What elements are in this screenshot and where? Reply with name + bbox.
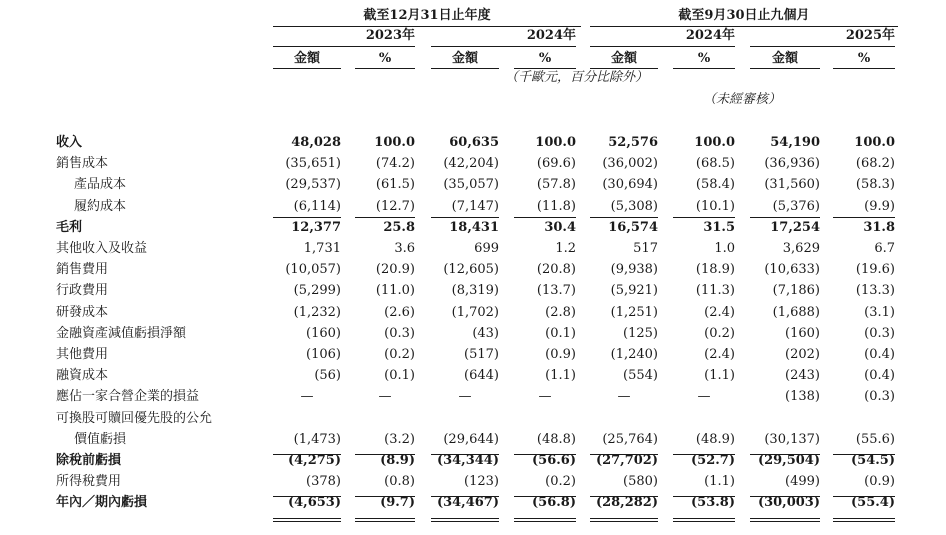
col-pct: % bbox=[857, 51, 871, 66]
cell-amount: (28,282) bbox=[595, 495, 658, 510]
subtotal-rule bbox=[833, 454, 895, 455]
subtotal-rule bbox=[273, 454, 341, 455]
cell-percent: (11.8) bbox=[536, 199, 576, 214]
cell-percent: (8.9) bbox=[380, 453, 415, 468]
cell-percent: (9.9) bbox=[864, 199, 895, 214]
row-label: 其他費用 bbox=[56, 347, 109, 362]
cell-percent: (55.6) bbox=[855, 432, 895, 447]
cell-percent: (52.7) bbox=[691, 453, 735, 468]
subtotal-rule bbox=[590, 217, 658, 218]
header-rule bbox=[673, 68, 735, 69]
year-2024: 2024年 bbox=[526, 28, 576, 43]
subtotal-rule bbox=[355, 217, 415, 218]
cell-amount: (1,232) bbox=[293, 305, 341, 320]
cell-percent: (0.9) bbox=[545, 347, 576, 362]
col-amount: 金額 bbox=[293, 51, 320, 66]
subtotal-rule bbox=[514, 496, 576, 497]
cell-percent: 100.0 bbox=[694, 135, 735, 150]
year-2023: 2023年 bbox=[365, 28, 415, 43]
cell-amount: (42,204) bbox=[443, 156, 499, 171]
cell-amount: (1,251) bbox=[610, 305, 658, 320]
cell-amount: 18,431 bbox=[449, 220, 499, 235]
cell-percent: (9.7) bbox=[380, 495, 415, 510]
subtotal-rule bbox=[673, 217, 735, 218]
cell-percent: (74.2) bbox=[375, 156, 415, 171]
cell-percent: (0.1) bbox=[545, 326, 576, 341]
cell-percent: (53.8) bbox=[691, 495, 735, 510]
cell-amount: 699 bbox=[474, 241, 499, 256]
cell-percent: (0.3) bbox=[864, 389, 895, 404]
cell-percent: (13.7) bbox=[536, 283, 576, 298]
cell-amount: — bbox=[300, 389, 314, 404]
row-label: 收入 bbox=[56, 135, 83, 150]
header-rule bbox=[273, 68, 341, 69]
cell-amount: 3,629 bbox=[782, 241, 820, 256]
cell-percent: — bbox=[538, 389, 552, 404]
cell-amount: 1,731 bbox=[303, 241, 341, 256]
cell-percent: (0.8) bbox=[384, 474, 415, 489]
subtotal-rule bbox=[750, 454, 820, 455]
col-amount: 金額 bbox=[771, 51, 798, 66]
subtotal-rule bbox=[833, 496, 895, 497]
cell-percent: (2.4) bbox=[704, 347, 735, 362]
row-label: 融資成本 bbox=[56, 368, 109, 383]
col-pct: % bbox=[538, 51, 552, 66]
cell-amount: 517 bbox=[633, 241, 658, 256]
cell-amount: (1,473) bbox=[293, 432, 341, 447]
unaudited-note: （未經審核） bbox=[703, 92, 782, 107]
cell-percent: (57.8) bbox=[536, 177, 576, 192]
cell-percent: 25.8 bbox=[383, 220, 415, 235]
cell-percent: 1.0 bbox=[714, 241, 735, 256]
cell-amount: 12,377 bbox=[291, 220, 341, 235]
cell-amount: (56) bbox=[314, 368, 341, 383]
subtotal-rule bbox=[590, 454, 658, 455]
cell-amount: (243) bbox=[785, 368, 820, 383]
cell-amount: (5,921) bbox=[610, 283, 658, 298]
subtotal-rule bbox=[673, 454, 735, 455]
cell-amount: (1,702) bbox=[451, 305, 499, 320]
header-rule bbox=[355, 68, 415, 69]
cell-amount: (5,376) bbox=[772, 199, 820, 214]
cell-percent: (58.4) bbox=[695, 177, 735, 192]
row-label: 價值虧損 bbox=[74, 432, 127, 447]
cell-percent: (0.3) bbox=[864, 326, 895, 341]
year-2024-nine-months: 2024年 bbox=[685, 28, 735, 43]
cell-percent: (56.8) bbox=[532, 495, 576, 510]
cell-percent: (0.9) bbox=[864, 474, 895, 489]
cell-percent: 1.2 bbox=[555, 241, 576, 256]
subtotal-rule bbox=[431, 496, 499, 497]
cell-percent: (58.3) bbox=[855, 177, 895, 192]
year-2025: 2025年 bbox=[845, 28, 895, 43]
col-amount: 金額 bbox=[610, 51, 637, 66]
total-double-rule bbox=[273, 518, 341, 522]
row-label: 產品成本 bbox=[74, 177, 127, 192]
cell-percent: 31.5 bbox=[703, 220, 735, 235]
cell-amount: (34,344) bbox=[436, 453, 499, 468]
cell-percent: (68.2) bbox=[855, 156, 895, 171]
row-label: 履約成本 bbox=[74, 199, 127, 214]
cell-amount: (6,114) bbox=[293, 199, 341, 214]
cell-percent: (54.5) bbox=[851, 453, 895, 468]
cell-percent: (55.4) bbox=[851, 495, 895, 510]
cell-percent: 31.8 bbox=[863, 220, 895, 235]
cell-amount: (5,308) bbox=[610, 199, 658, 214]
cell-amount: (10,633) bbox=[764, 262, 820, 277]
cell-percent: — bbox=[697, 389, 711, 404]
cell-amount: 60,635 bbox=[449, 135, 499, 150]
row-label: 除稅前虧損 bbox=[56, 453, 122, 468]
cell-amount: (7,147) bbox=[451, 199, 499, 214]
cell-percent: (3.2) bbox=[384, 432, 415, 447]
subtotal-rule bbox=[514, 454, 576, 455]
cell-percent: (20.9) bbox=[375, 262, 415, 277]
total-double-rule bbox=[750, 518, 820, 522]
subtotal-rule bbox=[514, 217, 576, 218]
cell-percent: (10.1) bbox=[695, 199, 735, 214]
row-label: 銷售成本 bbox=[56, 156, 109, 171]
subtotal-rule bbox=[355, 496, 415, 497]
cell-percent: (2.4) bbox=[704, 305, 735, 320]
row-label: 應佔一家合營企業的損益 bbox=[56, 389, 200, 404]
cell-amount: (160) bbox=[306, 326, 341, 341]
cell-percent: 100.0 bbox=[854, 135, 895, 150]
header-rule bbox=[750, 68, 820, 69]
cell-amount: (29,537) bbox=[285, 177, 341, 192]
cell-percent: (68.5) bbox=[695, 156, 735, 171]
cell-amount: (7,186) bbox=[772, 283, 820, 298]
row-label: 其他收入及收益 bbox=[56, 241, 148, 256]
cell-amount: (30,694) bbox=[602, 177, 658, 192]
cell-percent: (12.7) bbox=[375, 199, 415, 214]
cell-percent: — bbox=[378, 389, 392, 404]
cell-amount: (160) bbox=[785, 326, 820, 341]
header-rule bbox=[750, 46, 895, 47]
cell-amount: (9,938) bbox=[610, 262, 658, 277]
cell-percent: (0.4) bbox=[864, 368, 895, 383]
row-label: 金融資產減值虧損淨額 bbox=[56, 326, 187, 341]
cell-amount: (36,002) bbox=[602, 156, 658, 171]
cell-percent: (61.5) bbox=[375, 177, 415, 192]
subtotal-rule bbox=[355, 454, 415, 455]
cell-amount: (378) bbox=[306, 474, 341, 489]
cell-amount: (30,137) bbox=[764, 432, 820, 447]
subtotal-rule bbox=[673, 496, 735, 497]
unit-note: （千歐元，百分比除外） bbox=[505, 70, 649, 85]
cell-amount: (106) bbox=[306, 347, 341, 362]
cell-percent: (3.1) bbox=[864, 305, 895, 320]
cell-percent: (0.2) bbox=[704, 326, 735, 341]
cell-amount: (25,764) bbox=[602, 432, 658, 447]
cell-percent: (56.6) bbox=[532, 453, 576, 468]
cell-amount: (123) bbox=[464, 474, 499, 489]
header-rule bbox=[833, 68, 895, 69]
cell-amount: 54,190 bbox=[770, 135, 820, 150]
cell-amount: (30,003) bbox=[757, 495, 820, 510]
cell-amount: (8,319) bbox=[451, 283, 499, 298]
total-double-rule bbox=[355, 518, 415, 522]
row-label: 可換股可贖回優先股的公允 bbox=[56, 411, 213, 426]
header-rule bbox=[273, 46, 415, 47]
total-double-rule bbox=[673, 518, 735, 522]
cell-amount: (34,467) bbox=[436, 495, 499, 510]
header-rule bbox=[431, 68, 499, 69]
cell-amount: (644) bbox=[464, 368, 499, 383]
cell-amount: (5,299) bbox=[293, 283, 341, 298]
cell-amount: 17,254 bbox=[770, 220, 820, 235]
period-year-heading: 截至12月31日止年度 bbox=[363, 8, 491, 23]
cell-percent: (19.6) bbox=[855, 262, 895, 277]
cell-percent: (1.1) bbox=[704, 368, 735, 383]
cell-percent: (69.6) bbox=[536, 156, 576, 171]
header-rule bbox=[590, 46, 735, 47]
cell-amount: (27,702) bbox=[595, 453, 658, 468]
cell-percent: (1.1) bbox=[704, 474, 735, 489]
cell-percent: (13.3) bbox=[855, 283, 895, 298]
subtotal-rule bbox=[431, 217, 499, 218]
col-pct: % bbox=[697, 51, 711, 66]
total-double-rule bbox=[514, 518, 576, 522]
cell-percent: 3.6 bbox=[394, 241, 415, 256]
cell-amount: (29,644) bbox=[443, 432, 499, 447]
subtotal-rule bbox=[833, 217, 895, 218]
cell-amount: (499) bbox=[785, 474, 820, 489]
cell-amount: (580) bbox=[623, 474, 658, 489]
subtotal-rule bbox=[750, 217, 820, 218]
cell-percent: (0.3) bbox=[384, 326, 415, 341]
cell-amount: (4,653) bbox=[287, 495, 341, 510]
cell-amount: (4,275) bbox=[287, 453, 341, 468]
cell-amount: (554) bbox=[623, 368, 658, 383]
subtotal-rule bbox=[273, 217, 341, 218]
row-label: 行政費用 bbox=[56, 283, 109, 298]
cell-amount: 52,576 bbox=[608, 135, 658, 150]
cell-percent: 100.0 bbox=[374, 135, 415, 150]
cell-amount: (36,936) bbox=[764, 156, 820, 171]
cell-amount: (35,651) bbox=[285, 156, 341, 171]
subtotal-rule bbox=[590, 496, 658, 497]
cell-percent: (11.3) bbox=[695, 283, 735, 298]
cell-percent: (48.9) bbox=[695, 432, 735, 447]
cell-amount: — bbox=[617, 389, 631, 404]
header-rule bbox=[431, 46, 576, 47]
cell-percent: 30.4 bbox=[544, 220, 576, 235]
cell-amount: — bbox=[458, 389, 472, 404]
cell-amount: (1,688) bbox=[772, 305, 820, 320]
total-double-rule bbox=[833, 518, 895, 522]
total-double-rule bbox=[590, 518, 658, 522]
cell-amount: (125) bbox=[623, 326, 658, 341]
subtotal-rule bbox=[273, 496, 341, 497]
cell-amount: (29,504) bbox=[757, 453, 820, 468]
row-label: 研發成本 bbox=[56, 305, 109, 320]
cell-amount: (517) bbox=[464, 347, 499, 362]
total-double-rule bbox=[431, 518, 499, 522]
subtotal-rule bbox=[431, 454, 499, 455]
cell-percent: (2.8) bbox=[545, 305, 576, 320]
cell-amount: 16,574 bbox=[608, 220, 658, 235]
cell-amount: (10,057) bbox=[285, 262, 341, 277]
row-label: 年內／期內虧損 bbox=[56, 495, 148, 510]
cell-amount: (35,057) bbox=[443, 177, 499, 192]
cell-percent: (0.2) bbox=[545, 474, 576, 489]
cell-amount: 48,028 bbox=[291, 135, 341, 150]
cell-amount: (138) bbox=[785, 389, 820, 404]
period-nine-months-heading: 截至9月30日止九個月 bbox=[678, 8, 810, 23]
row-label: 毛利 bbox=[56, 220, 83, 235]
cell-percent: (11.0) bbox=[375, 283, 415, 298]
cell-amount: (202) bbox=[785, 347, 820, 362]
row-label: 所得稅費用 bbox=[56, 474, 122, 489]
cell-percent: (0.4) bbox=[864, 347, 895, 362]
row-label: 銷售費用 bbox=[56, 262, 109, 277]
cell-percent: (48.8) bbox=[536, 432, 576, 447]
cell-percent: (0.1) bbox=[384, 368, 415, 383]
cell-percent: (2.6) bbox=[384, 305, 415, 320]
cell-amount: (31,560) bbox=[764, 177, 820, 192]
cell-percent: (18.9) bbox=[695, 262, 735, 277]
col-pct: % bbox=[378, 51, 392, 66]
cell-amount: (1,240) bbox=[610, 347, 658, 362]
cell-amount: (12,605) bbox=[443, 262, 499, 277]
cell-percent: (0.2) bbox=[384, 347, 415, 362]
cell-amount: (43) bbox=[472, 326, 499, 341]
cell-percent: (1.1) bbox=[545, 368, 576, 383]
cell-percent: (20.8) bbox=[536, 262, 576, 277]
col-amount: 金額 bbox=[451, 51, 478, 66]
cell-percent: 6.7 bbox=[874, 241, 895, 256]
subtotal-rule bbox=[750, 496, 820, 497]
cell-percent: 100.0 bbox=[535, 135, 576, 150]
